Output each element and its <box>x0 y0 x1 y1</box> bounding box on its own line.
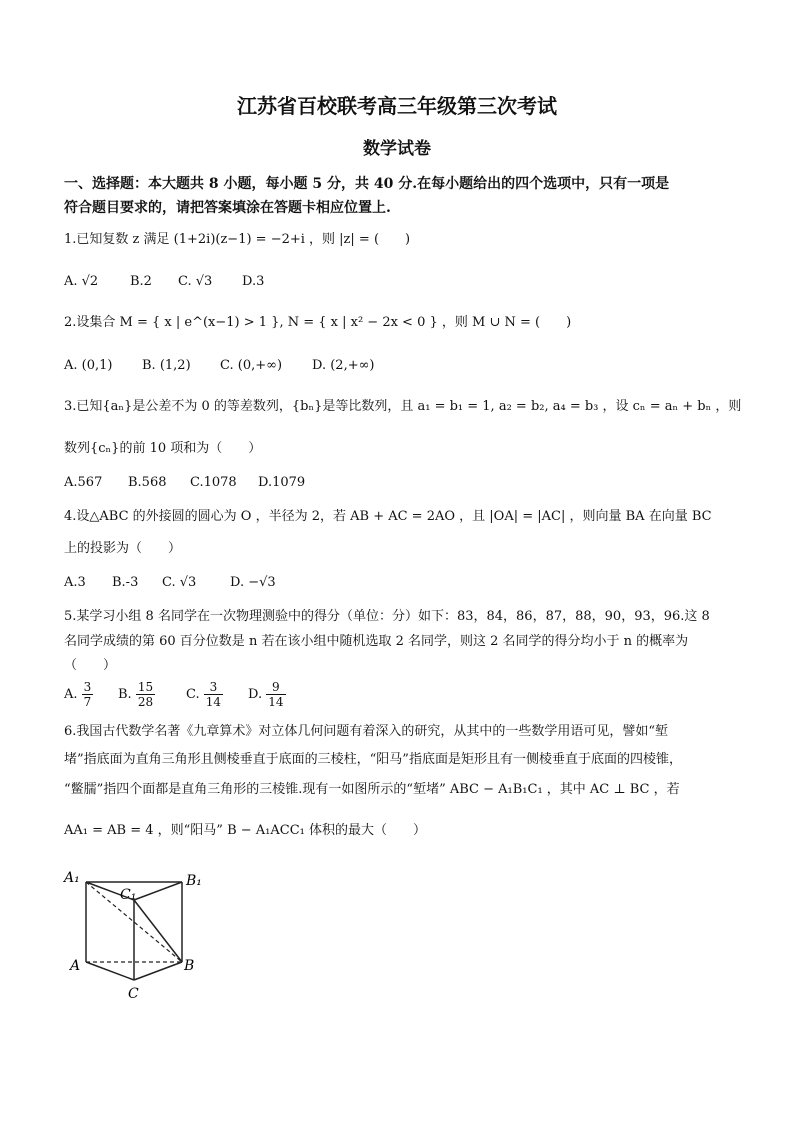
q1-option-b: B.2 <box>130 274 152 289</box>
q3-option-b: B.568 <box>128 475 167 490</box>
question-4-line1: 4.设△ABC 的外接圆的圆心为 O ，半径为 2，若 AB + AC = 2AO ，且 |OA| = |AC| ，则向量 BA 在向量 BC <box>64 509 712 524</box>
section-header-line1: 一、选择题：本大题共 8 小题，每小题 5 分，共 40 分.在每小题给出的四个选项中，只有一项是 <box>64 176 670 192</box>
question-6-line4: AA₁ = AB = 4 ，则“阳马” B − A₁ACC₁ 体积的最大（ ） <box>64 823 427 838</box>
q5-option-a-fraction: $\frac{3}{7}$ <box>83 680 92 709</box>
q4-option-a: A.3 <box>64 575 86 590</box>
q5-option-b <box>118 680 155 709</box>
question-6-line3: “鳖臑”指四个面都是直角三角形的三棱锥.现有一如图所示的“堑堵” ABC − A₁B₁C₁ ，其中 AC ⊥ BC ，若 <box>64 782 680 797</box>
question-3-line2: 数列{cₙ}的前 10 项和为（ ） <box>64 441 262 456</box>
q5-option-b-label: B. <box>118 687 132 702</box>
label-a1: A₁ <box>64 870 80 886</box>
q5-option-c-label: C. <box>186 687 200 702</box>
question-6-line2: 堵”指底面为直角三角形且侧棱垂直于底面的三棱柱，“阳马”指底面是矩形且有一侧棱垂直于底面的四棱锥， <box>64 752 682 767</box>
q2-option-b: B. (1,2) <box>142 358 191 373</box>
q5-option-b-fraction: $\frac{15}{28}$ <box>137 680 154 709</box>
label-a: A <box>70 958 81 974</box>
q4-option-c: C. √3 <box>162 575 197 590</box>
q3-option-c: C.1078 <box>190 475 237 490</box>
q2-option-a: A. (0,1) <box>64 358 113 373</box>
question-1-text: 1.已知复数 z 满足 (1+2i)(z−1) = −2+i ，则 |z| = ( ) <box>64 232 411 247</box>
q4-option-d: D. −√3 <box>230 575 276 590</box>
q1-option-d: D.3 <box>242 274 265 289</box>
question-5-line1: 5.某学习小组 8 名同学在一次物理测验中的得分（单位：分）如下：83，84，86，87，88，90，93，96.这 8 <box>64 609 710 624</box>
q5-option-d-label: D. <box>248 687 263 702</box>
q5-option-c <box>186 680 223 709</box>
label-b: B <box>184 958 195 974</box>
label-b1: B₁ <box>186 873 202 889</box>
exam-subtitle: 数学试卷 <box>363 139 431 159</box>
q2-option-c: C. (0,+∞) <box>220 358 283 373</box>
question-5-line3: （ ） <box>64 658 117 673</box>
q5-option-a-label: A. <box>64 687 78 702</box>
edge-c1-b <box>134 900 182 962</box>
q3-option-a: A.567 <box>64 475 103 490</box>
question-2-text: 2.设集合 M = { x | e^(x−1) > 1 }, N = { x | x² − 2x < 0 } ，则 M ∪ N = ( ) <box>64 315 572 330</box>
edge-c-b <box>134 962 182 980</box>
q2-option-d: D. (2,+∞) <box>312 358 375 373</box>
label-c: C <box>128 986 139 1002</box>
question-4-line2: 上的投影为（ ） <box>64 541 182 556</box>
q3-option-d: D.1079 <box>258 475 306 490</box>
q5-option-c-fraction: $\frac{3}{14}$ <box>205 680 222 709</box>
section-header-line2: 符合题目要求的，请把答案填涂在答题卡相应位置上. <box>64 200 391 216</box>
question-3-line1: 3.已知{aₙ}是公差不为 0 的等差数列，{bₙ}是等比数列，且 a₁ = b₁ = 1, a₂ = b₂, a₄ = b₃ ，设 cₙ = aₙ + bₙ ，则 <box>64 399 742 414</box>
q5-option-d-fraction: $\frac{9}{14}$ <box>268 680 284 709</box>
q5-option-d <box>248 680 286 709</box>
q5-option-a <box>64 680 93 709</box>
edge-c1-b1 <box>134 882 182 900</box>
edge-a-c <box>86 962 134 980</box>
question-6-line1: 6.我国古代数学名著《九章算术》对立体几何问题有着深入的研究，从其中的一些数学用语可见，譬如“堑 <box>64 724 669 739</box>
q1-option-a: A. √2 <box>64 274 99 289</box>
prism-figure <box>62 866 202 1006</box>
exam-title: 江苏省百校联考高三年级第三次考试 <box>237 94 557 118</box>
question-5-line2: 名同学成绩的第 60 百分位数是 n 若在该小组中随机选取 2 名同学，则这 2 名同学的得分均小于 n 的概率为 <box>64 634 689 649</box>
q4-option-b: B.-3 <box>112 575 139 590</box>
q1-option-c: C. √3 <box>178 274 213 289</box>
label-c1: C₁ <box>120 887 137 903</box>
